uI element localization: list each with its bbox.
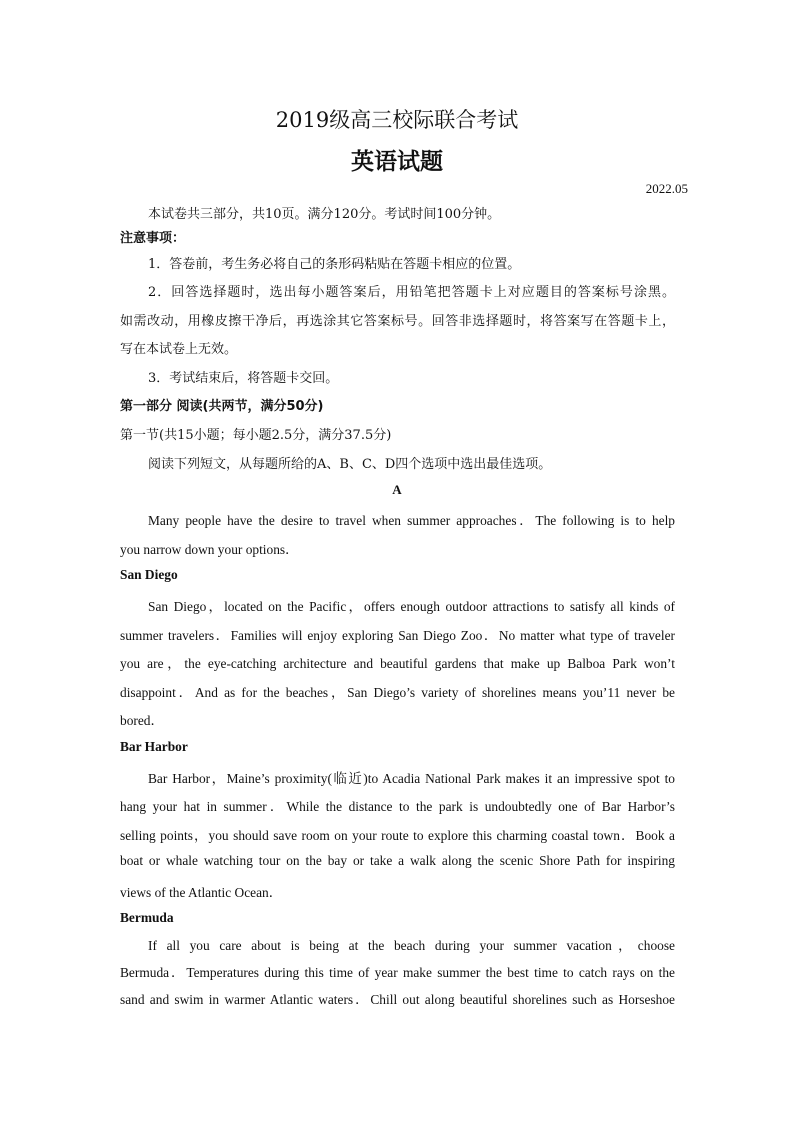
notice-item-1: 1．答卷前，考生务必将自己的条形码粘贴在答题卡相应的位置。 (148, 257, 521, 272)
bermuda-heading: Bermuda (120, 910, 174, 925)
bar-harbor-line-4: boat or whale watching tour on the bay or take a walk along the scenic Shore Path for inspiring (120, 853, 675, 868)
san-diego-line-4: disappoint．And as for the beaches，San Diego’s variety of shorelines means you’11 never be (120, 685, 675, 700)
bermuda-line-2: Bermuda．Temperatures during this time of year make summer the best time to catch rays on the (120, 965, 675, 980)
instruction-text: 阅读下列短文，从每题所给的A、B、C、D四个选项中选出最佳选项。 (148, 457, 552, 472)
exam-title: 2019级高三校际联合考试 (275, 108, 519, 132)
san-diego-line-3: you are，the eye-catching architecture and beautiful gardens that make up Balboa Park won’t (120, 656, 675, 671)
san-diego-line-5: bored． (120, 713, 164, 728)
passage-intro-line-1: Many people have the desire to travel when summer approaches．The following is to help (148, 513, 675, 528)
notice-item-2-line-2: 如需改动，用橡皮擦干净后，再选涂其它答案标号。回答非选择题时，将答案写在答题卡上， (120, 314, 675, 329)
bar-harbor-line-5: views of the Atlantic Ocean． (120, 885, 283, 900)
bar-harbor-line-3: selling points，you should save room on your route to explore this charming coastal town．Book a (120, 828, 675, 843)
passage-intro-line-2: you narrow down your options． (120, 542, 299, 557)
bar-harbor-heading: Bar Harbor (120, 739, 188, 754)
bermuda-line-1: If all you care about is being at the beach during your summer vacation，choose (148, 938, 675, 953)
section1-heading: 第一节(共15小题；每小题2.5分，满分37.5分) (120, 428, 392, 443)
passage-label: A (392, 482, 402, 497)
san-diego-line-2: summer travelers．Families will enjoy exploring San Diego Zoo．No matter what type of traveler (120, 628, 675, 643)
bar-harbor-line-2: hang your hat in summer．While the distance to the park is undoubtedly one of Bar Harbor’s (120, 799, 675, 814)
san-diego-line-1: San Diego，located on the Pacific，offers enough outdoor attractions to satisfy all kinds of (148, 599, 675, 614)
notice-item-3: 3．考试结束后，将答题卡交回。 (148, 371, 339, 386)
part1-heading: 第一部分 阅读(共两节，满分50分) (120, 399, 324, 414)
bermuda-line-3: sand and swim in warmer Atlantic waters．Chill out along beautiful shorelines such as Horseshoe (120, 992, 675, 1007)
san-diego-heading: San Diego (120, 567, 178, 582)
bar-harbor-line-1: Bar Harbor，Maine’s proximity(临近)to Acadia National Park makes it an impressive spot to (148, 771, 675, 786)
subject-title: 英语试题 (351, 148, 443, 175)
notice-item-2-line-1: 2．回答选择题时，选出每小题答案后，用铅笔把答题卡上对应题目的答案标号涂黑。 (148, 285, 675, 300)
intro-text: 本试卷共三部分，共10页。满分120分。考试时间100分钟。 (148, 207, 501, 222)
exam-date: 2022.05 (645, 181, 688, 196)
notice-heading: 注意事项： (120, 231, 186, 246)
notice-item-2-line-3: 写在本试卷上无效。 (120, 342, 238, 357)
